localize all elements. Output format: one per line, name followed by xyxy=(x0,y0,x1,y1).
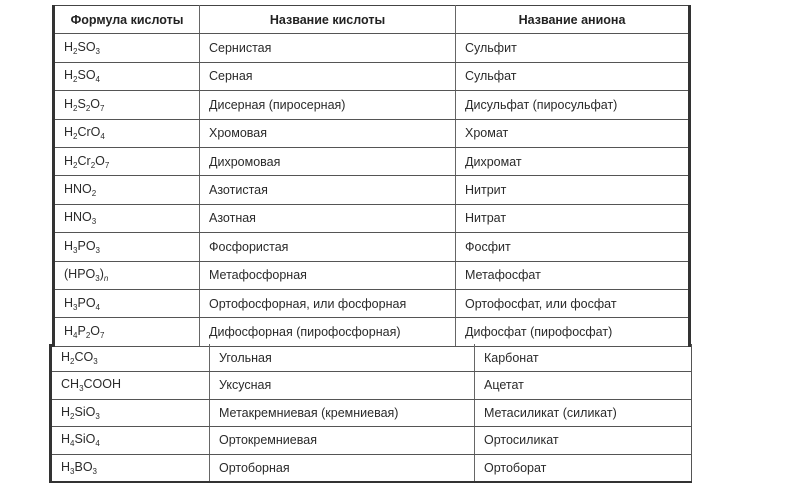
acid-name-cell: Уксусная xyxy=(210,372,475,400)
formula-cell xyxy=(51,344,210,372)
formula-part: H xyxy=(64,68,74,83)
formula-part: H xyxy=(61,459,71,474)
table-row xyxy=(51,372,692,400)
formula-part: 3 xyxy=(79,384,84,394)
table-row xyxy=(51,344,692,372)
formula-part: 2 xyxy=(73,132,78,142)
header-acid-name: Название кислоты xyxy=(200,6,456,34)
acid-name-cell: Серная xyxy=(200,62,456,90)
formula-part: COOH xyxy=(83,377,122,392)
table-row xyxy=(51,399,692,427)
formula-part: 2 xyxy=(85,330,91,340)
anion-name-cell: Ацетат xyxy=(475,372,692,400)
formula-part: CrO xyxy=(77,125,101,140)
formula-part: H xyxy=(61,432,71,447)
formula-part: 2 xyxy=(73,160,78,170)
formula-cell xyxy=(54,204,200,232)
formula-part: PO xyxy=(77,295,96,310)
formula-part: 4 xyxy=(100,132,105,142)
anion-name-cell: Ортофосфат, или фосфат xyxy=(456,289,690,317)
table-row xyxy=(51,427,692,455)
table-row xyxy=(54,204,690,232)
formula-part: 3 xyxy=(93,356,98,366)
formula-part: S xyxy=(77,96,86,111)
formula-cell xyxy=(54,91,200,119)
formula-part: 4 xyxy=(95,302,100,312)
formula-part: 7 xyxy=(100,330,105,340)
table-row xyxy=(54,91,690,119)
formula-part: 2 xyxy=(73,75,78,85)
header-row xyxy=(54,6,690,34)
formula-part: 2 xyxy=(70,411,75,421)
formula-part: O xyxy=(95,153,105,168)
table-row xyxy=(54,233,690,261)
formula-cell xyxy=(54,62,200,90)
formula-part: 3 xyxy=(70,466,75,476)
formula-part: H xyxy=(64,40,74,55)
formula-part: HNO xyxy=(64,182,92,197)
acid-name-cell: Азотная xyxy=(200,204,456,232)
formula-cell xyxy=(54,147,200,175)
anion-name-cell: Ортоборат xyxy=(475,454,692,482)
acid-name-cell: Дихромовая xyxy=(200,147,456,175)
anion-name-cell: Ортосиликат xyxy=(475,427,692,455)
formula-part: 2 xyxy=(91,189,97,199)
header-formula: Формула кислоты xyxy=(54,6,200,34)
formula-part: 3 xyxy=(91,217,97,227)
formula-part: H xyxy=(61,404,71,419)
formula-part: 2 xyxy=(90,160,96,170)
formula-part: 3 xyxy=(95,47,100,57)
acid-name-cell: Ортоборная xyxy=(210,454,475,482)
acid-name-cell: Метафосфорная xyxy=(200,261,456,289)
formula-cell xyxy=(51,427,210,455)
table-row xyxy=(54,261,690,289)
formula-cell xyxy=(54,318,200,346)
table-row xyxy=(54,62,690,90)
formula-part: 4 xyxy=(70,439,75,449)
acid-name-cell: Хромовая xyxy=(200,119,456,147)
formula-cell xyxy=(54,34,200,62)
formula-part: CO xyxy=(74,349,94,364)
formula-part: 3 xyxy=(95,274,100,284)
table-row xyxy=(54,176,690,204)
acid-name-cell: Ортофосфорная, или фосфорная xyxy=(200,289,456,317)
anion-name-cell: Дихромат xyxy=(456,147,690,175)
anion-name-cell: Дифосфат (пирофосфат) xyxy=(456,318,690,346)
formula-part: 7 xyxy=(104,160,110,170)
anion-name-cell: Сульфит xyxy=(456,34,690,62)
acid-name-cell: Дифосфорная (пирофосфорная) xyxy=(200,318,456,346)
anion-name-cell: Фосфит xyxy=(456,233,690,261)
header-anion-name: Название аниона xyxy=(456,6,690,34)
formula-part: 3 xyxy=(73,302,78,312)
formula-part: H xyxy=(64,96,74,111)
formula-cell xyxy=(54,261,200,289)
formula-part: PO xyxy=(77,238,96,253)
table-row xyxy=(54,147,690,175)
formula-cell xyxy=(54,176,200,204)
formula-part: H xyxy=(64,153,74,168)
formula-cell xyxy=(54,289,200,317)
anion-name-cell: Дисульфат (пиросульфат) xyxy=(456,91,690,119)
table-row xyxy=(54,318,690,346)
formula-part: ) xyxy=(99,267,104,282)
anion-name-cell: Хромат xyxy=(456,119,690,147)
formula-part: Cr xyxy=(77,153,91,168)
anion-name-cell: Карбонат xyxy=(475,344,692,372)
formula-part: 3 xyxy=(95,245,100,255)
anion-name-cell: Сульфат xyxy=(456,62,690,90)
formula-part: SO xyxy=(77,68,96,83)
acids-table-bottom xyxy=(49,344,692,483)
formula-part: O xyxy=(90,96,101,111)
anion-name-cell: Метафосфат xyxy=(456,261,690,289)
formula-part: H xyxy=(64,238,74,253)
table-row xyxy=(54,289,690,317)
formula-part: P xyxy=(77,323,86,338)
formula-part: 2 xyxy=(73,47,78,57)
anion-name-cell: Нитрит xyxy=(456,176,690,204)
formula-part: 3 xyxy=(92,466,97,476)
formula-part: CH xyxy=(61,377,80,392)
formula-part: BO xyxy=(74,459,93,474)
formula-part: 4 xyxy=(95,75,100,85)
formula-part: 3 xyxy=(95,411,100,421)
formula-part: 3 xyxy=(73,245,78,255)
formula-cell xyxy=(51,372,210,400)
formula-part: H xyxy=(61,349,71,364)
acid-name-cell: Ортокремниевая xyxy=(210,427,475,455)
anion-name-cell: Нитрат xyxy=(456,204,690,232)
acids-table-top xyxy=(52,5,691,347)
acid-name-cell: Метакремниевая (кремниевая) xyxy=(210,399,475,427)
acid-name-cell: Фосфористая xyxy=(200,233,456,261)
formula-part: 2 xyxy=(70,356,75,366)
formula-part: H xyxy=(64,125,74,140)
formula-part: 2 xyxy=(73,103,78,113)
anion-name-cell: Метасиликат (силикат) xyxy=(475,399,692,427)
table-row xyxy=(51,454,692,482)
formula-part: H xyxy=(64,323,74,338)
formula-cell xyxy=(54,233,200,261)
formula-part: 2 xyxy=(85,103,91,113)
formula-part: H xyxy=(64,295,74,310)
acid-name-cell: Дисерная (пиросерная) xyxy=(200,91,456,119)
formula-part: HNO xyxy=(64,210,92,225)
formula-part: O xyxy=(90,323,101,338)
formula-cell xyxy=(54,119,200,147)
acid-name-cell: Угольная xyxy=(210,344,475,372)
formula-cell xyxy=(51,399,210,427)
formula-part: 7 xyxy=(100,103,105,113)
formula-part: SiO xyxy=(74,432,96,447)
table-row xyxy=(54,34,690,62)
table-row xyxy=(54,119,690,147)
formula-part: 4 xyxy=(73,330,78,340)
formula-part: (HPO xyxy=(64,267,96,282)
formula-part: n xyxy=(103,274,109,284)
formula-part: SiO xyxy=(74,404,96,419)
acid-name-cell: Азотистая xyxy=(200,176,456,204)
formula-part: 4 xyxy=(95,439,100,449)
formula-part: SO xyxy=(77,40,96,55)
acid-name-cell: Сернистая xyxy=(200,34,456,62)
formula-cell xyxy=(51,454,210,482)
